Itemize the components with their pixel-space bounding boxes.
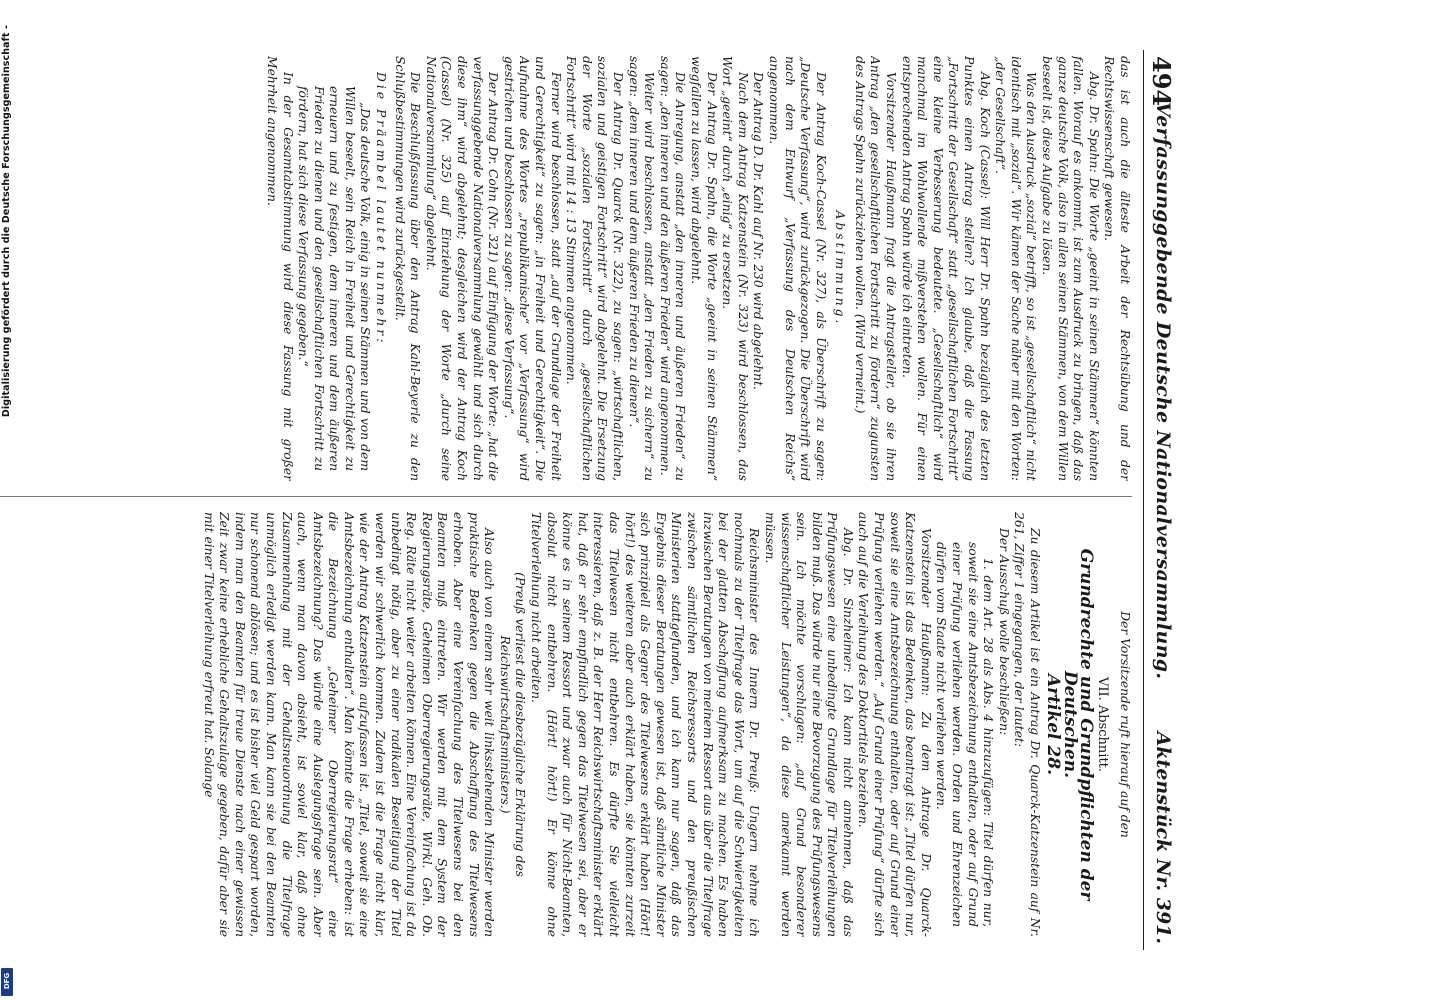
right-text-column <box>0 512 1132 937</box>
paragraph: Reichsminister des Innern Dr. Preuß: Ungern nehme ich nochmals zu der Titelfrage das Wort, um auf die Schwierigkeiten bei der glatten Abschaffung aufmerksam zu machen. Es haben inzwischen Beratungen von meinem Ressort aus über die Titelfrage zwischen sämtlichen Reichsressorts und den preußischen Ministerien stattgefunden, und ich kann nur sagen, daß das Ergebnis dieser Beratungen gewesen ist, daß sämtliche Minister sich prinzipiell als Gegner des Titelwesens erklärt haben (Hört! hört!) des weiteren aber auch erklärt haben, sie könnten zurzeit das Titelwesen nicht entbehren. Es dürfte Sie vielleicht interessieren, daß z. B. der Herr Reichswirtschaftsminister erklärt hat, daß er sehr empfindlich gegen das Titelwesen sei, aber er könne es in seinem Ressort und zwar auch für Nicht-Beamten, absolut nicht entbehren. (Hört! hört!) Er könne ohne Titelverleihung nicht arbeiten. <box>529 512 762 937</box>
document-reference: Aktenstück Nr. 391. <box>1152 731 1174 944</box>
paragraph: Vorsitzender Haußmann: Zu dem Antrage Dr. Quarck-Katzenstein ist das Bedenken, das beantragt ist: „Titel dürfen nur, soweit sie eine Amtsbezeichnung enthalten, oder auf Grund einer Prüfung verliehen werden.“ „Auf Grund einer Prüfung“ dürfte sich auch auf die Verleihung des Doktortitels beziehen. <box>856 512 933 937</box>
column-divider <box>0 496 1132 497</box>
paragraph: Die Beschlußfassung über den Antrag Kahl-Beyerle zu den Schlußbestimmungen wird zurückgestellt. <box>392 56 423 481</box>
motion-text: 1. dem Art. 28 als Abs. 4 hinzuzufügen: Titel dürfen nur, soweit sie eine Amtsbezeichnung enthalten, oder auf Grund einer Prüfung verliehen werden. Orden und Ehrenzeichen dürfen vom Staate nicht verliehen werden. <box>934 542 996 927</box>
paragraph: Also auch von einem sehr weit linksstehenden Minister werden praktische Bedenken gegen die Abschaffung des Titelwesens erhoben. Aber eine Vereinfachung des Titelwesens bei den Beamten muß eintreten. Wir werden mit dem System der Regierungsräte, Geheimen Oberregierungsräte, Wirkl. Geh. Ob. Reg. Räte nicht weiter arbeiten können. Eine Vereinfachung ist da unbedingt nötig, aber zu einer radikalen Beseitigung der Titel werden wir schwerlich kommen. Zudem ist die Frage nicht klar, wie der Antrag Katzenstein aufzufassen ist. „Titel, soweit sie eine Amtsbezeichnung enthalten“. Man könnte die Frage erheben: ist die Bezeichnung „Geheimer Oberregierungsrat“ eine Amtsbezeichnung? Das würde eine Auslegungsfrage sein. Aber auch, wenn man davon absieht, ist soviel klar, daß ohne Zusammenhang mit der Gehaltsneuordnung die Titelfrage unmöglich erledigt werden kann. Man kann sie bei den Beamten nur schonend ablösen; und es ist bisher viel Geld gespart worden, indem man den Beamten für treue Dienste nach einer gewissen Zeit zwar keine erhebliche Gehaltszulage gegeben, dafür aber sie mit einer Titelverleihung erfreut hat. Solange <box>201 512 497 937</box>
paragraph: Weiter wird beschlossen, anstatt „den Frieden zu sichern“ zu sagen: „dem inneren und dem äußeren Frieden zu dienen“. <box>626 56 657 481</box>
section-number: VII. Abschnitt. <box>1095 676 1111 773</box>
paragraph: Abg. Dr. Spahn: Die Worte „geeint in seinen Stämmen“ könnten fallen. Worauf es ankommt, ist zum Ausdruck zu bringen, daß das ganze deutsche Volk, also in allen seinen Stämmen, von dem Willen beseelt ist, diese Aufgabe zu lösen. <box>1040 56 1101 481</box>
article-heading: Artikel 28. <box>1042 673 1063 775</box>
paragraph: Der Ausschuß wolle beschließen: <box>996 528 1011 736</box>
paragraph: Ferner wird beschlossen, statt „auf der Grundlage der Freiheit und Gerechtigkeit“ zu sagen: „in Freiheit und Gerechtigkeit“. Die Aufnahme des Wortes „republikanische“ vor „Verfassung“ wird gestrichen und beschlossen zu sagen: „diese Verfassung“. <box>501 56 563 481</box>
paragraph: Die Anregung, anstatt „den inneren und äußeren Frieden“ zu sagen: „den inneren und den äußeren Frieden“ wird angenommen. <box>657 56 688 481</box>
paragraph: Der Antrag Dr. Spahn, die Worte „geeint in seinen Stämmen“ wegfallen zu lassen, wird abgelehnt. <box>688 56 719 481</box>
paragraph: Vorsitzender Haußmann fragt die Antragsteller, ob sie ihren Antrag „den gesellschaftlichen Fortschritt zu fördern“ zugunsten des Antrags Spahn zurückziehen wollen. (Wird verneint.) <box>852 56 899 481</box>
dfg-logo-text: DFG <box>3 972 11 990</box>
vote-heading: Abstimmung. <box>833 210 848 327</box>
section-title: Grundrechte und Grundpflichten der Deutschen. <box>1060 548 1096 901</box>
dfg-logo <box>1 968 13 996</box>
paragraph: Nach dem Antrag Katzenstein (Nr. 323) wird beschlossen, das Wort „geeint“ durch „einig“ zu ersetzen. <box>720 56 750 481</box>
page-number: 494 <box>1147 56 1176 107</box>
intro-line: Der Vorsitzende ruft hierauf auf den <box>1118 611 1132 838</box>
paragraph: Der Antrag Dr. Cohn (Nr. 321) auf Einfügung der Worte: „hat die verfassunggebende Nationalversammlung gewählt und sich durch diese ihm“ wird abgelehnt; desgleichen wird der Antrag Koch (Cassel) (Nr. 325) auf Einziehung der Worte „durch seine Nationalversammlung“ abgelehnt. <box>423 56 501 481</box>
closing-paragraph: In der Gesamtabstimmung wird diese Fassung mit großer Mehrheit angenommen. <box>264 56 295 481</box>
preamble-intro: Die Präambel lautet nunmehr: <box>374 72 389 346</box>
paragraph: Abg. Dr. Sinzheimer: Ich kann nicht annehmen, daß das Prüfungswesen eine unbedingte Grundlage für Titelverleihungen bilden muß. Das würde nur eine Bevorzugung des Prüfungswesens sein. Ich möchte vorschlagen: „auf Grund besonderer wissenschaftlicher Leistungen“, da diese anerkannt werden müssen. <box>762 512 855 937</box>
paragraph: Der Antrag Koch-Cassel (Nr. 327), als Überschrift zu sagen: „Deutsche Verfassung“, wird zurückgezogen. Die Überschrift wird nach dem Entwurf „Verfassung des Deutschen Reichs“ angenommen. <box>766 56 828 481</box>
page-header <box>1143 50 1180 950</box>
paragraph: Was den Ausdruck „sozial“ betrifft, so ist „gesellschaftlich“ nicht identisch mit „sozial“. Wir kämen der Sache näher mit den Worten: „der Gesellschaft“. <box>993 56 1039 481</box>
digitization-credit: Digitalisierung gefördert durch die Deutsche Forschungsgemeinschaft - <box>1 25 12 418</box>
preamble-quote: „Das deutsche Volk, einig in seinen Stämmen und von dem Willen beseelt, sein Reich in Freiheit und Gerechtigkeit zu erneuern und zu festigen, dem inneren und dem äußeren Frieden zu dienen und den gesellschaftlichen Fortschritt zu fördern, hat sich diese Verfassung gegeben.“ <box>296 86 373 471</box>
footer-strip <box>0 0 14 1000</box>
running-title: Verfassunggebende Deutsche Nationalversammlung. <box>1152 102 1174 680</box>
paragraph: Der Antrag D. Dr. Kahl auf Nr. 230 wird abgelehnt. <box>751 72 766 390</box>
paragraph: Der Antrag Dr. Quarck (Nr. 322), zu sagen: „wirtschaftlichen, sozialen und geistigen Fortschritt“ wird abgelehnt. Die Ersetzung der Worte „sozialen Fortschritt“ durch „gesellschaftlichen Fortschritt“ wird mit 14 : 13 Stimmen angenommen. <box>564 56 625 481</box>
paragraph: Zu diesem Artikel ist ein Antrag Dr. Quarck-Katzenstein auf Nr. 261, Ziffer 1 eingegangen, der lautet: <box>1012 512 1043 937</box>
paragraph: Abg. Koch (Cassel): Will Herr Dr. Spahn bezüglich des letzten Punktes einen Antrag stellen? Ich glaube, daß die Fassung „Fortschritt der Gesellschaft“ statt „gesellschaftlichen Fortschritt“ eine kleine Verbesserung bedeutete. „Gesellschaftlich“ wird manchmal im Wohlwollende mißverstehen wollen. Für einen entsprechenden Antrag Spahn würde ich eintreten. <box>899 56 992 481</box>
paragraph: (Preuß verliest die diesbezügliche Erklärung des Reichswirtschaftsministers.) <box>497 572 528 877</box>
paragraph: das ist auch die älteste Arbeit der Rechtsübung und der Rechtswissenschaft gewesen. <box>1102 56 1132 481</box>
left-text-column <box>0 56 1132 481</box>
rotated-document-page <box>0 50 1180 950</box>
